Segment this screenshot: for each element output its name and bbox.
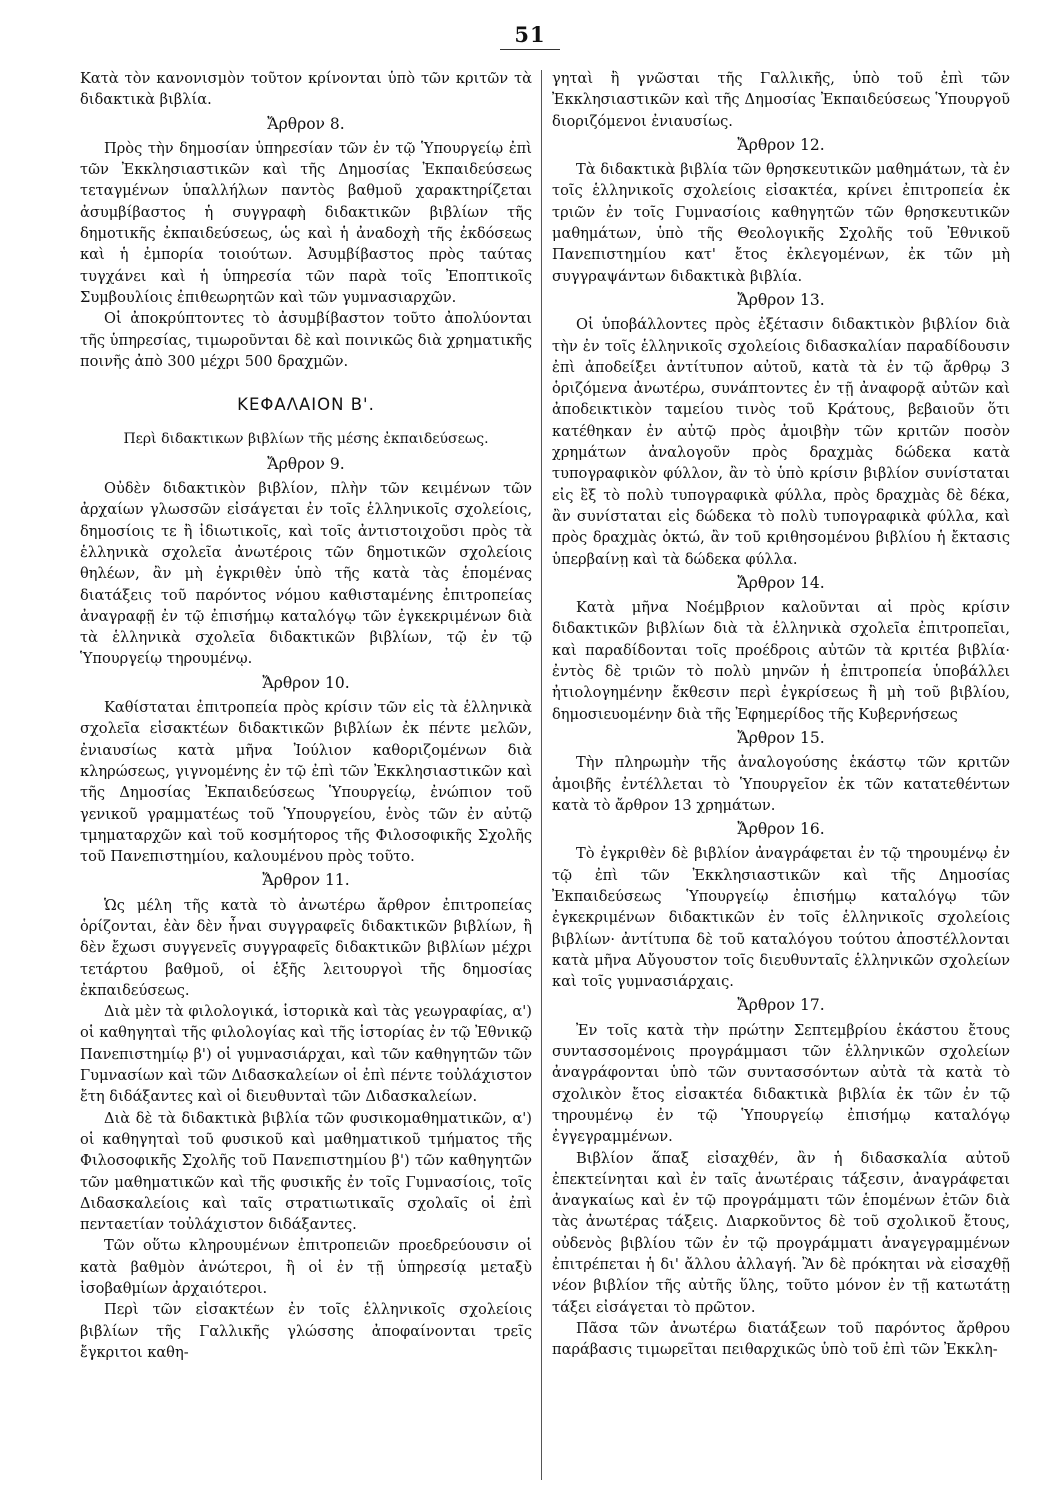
paragraph: Διὰ μὲν τὰ φιλολογικά, ἱστορικὰ καὶ τὰς γεωγραφίας, α') οἱ καθηγηταὶ τῆς φιλολογίας καὶ τῆς ἱστορίας ἐν τῷ Ἐθνικῷ Πανεπιστημίῳ β') οἱ γυμνασιάρχαι, καὶ τῶν καθηγητῶν τῶν Γυμνασίων καὶ τῶν Διδασκαλείων οἱ ἐπὶ πέντε τοὐλάχιστον ἔτη διδάξαντες καὶ οἱ διευθυνταὶ τῶν Διδασκαλείων. — [80, 1003, 532, 1106]
left-column — [80, 68, 532, 1488]
paragraph: Τὸ ἐγκριθὲν δὲ βιβλίον ἀναγράφεται ἐν τῷ τηρουμένῳ ἐν τῷ ἐπὶ τῶν Ἐκκλησιαστικῶν καὶ τῆς Δημοσίας Ἐκπαιδεύσεως Ὑπουργείῳ ἐπισήμῳ καταλόγῳ τῶν ἐγκεκριμένων διδακτικῶν ἐν τοῖς ἑλληνικοῖς σχολείοις βιβλίων· ἀντίτυπα δὲ τοῦ καταλόγου τούτου ἀποστέλλονται κατὰ μῆνα Αὔγουστον τοῖς διευθυνταῖς ἑλληνικῶν σχολείων καὶ τοῖς γυμνασιάρχαις. — [552, 845, 1010, 991]
paragraph: γηταὶ ἢ γνῶσται τῆς Γαλλικῆς, ὑπὸ τοῦ ἐπὶ τῶν Ἐκκλησιαστικῶν καὶ τῆς Δημοσίας Ἐκπαιδεύσεως Ὑπουργοῦ διοριζόμενοι ἐνιαυσίως. — [552, 70, 1010, 130]
paragraph: Βιβλίον ἅπαξ εἰσαχθέν, ἂν ἡ διδασκαλία αὐτοῦ ἐπεκτείνηται καὶ ἐν ταῖς ἀνωτέραις τάξεσιν, ἀναγράφεται ἀναγκαίως καὶ ἐν τῷ προγράμματι τῶν ἑπομένων ἐτῶν διὰ τὰς ἀνωτέρας τάξεις. Διαρκοῦντος δὲ τοῦ σχολικοῦ ἔτους, οὐδενὸς βιβλίου τῶν ἐν τῷ προγράμματι ἀναγεγραμμένων ἐπιτρέπεται ἡ δι' ἄλλου ἀλλαγή. Ἂν δὲ πρόκηται νὰ εἰσαχθῇ νέον βιβλίον τῆς αὐτῆς ὕλης, τοῦτο μόνον ἐν τῇ κατωτάτῃ τάξει εἰσάγεται τὸ πρῶτον. — [552, 1149, 1010, 1316]
page-number: 51 — [0, 22, 1060, 50]
paragraph: Τῶν οὕτω κληρουμένων ἐπιτροπειῶν προεδρεύουσιν οἱ κατὰ βαθμὸν ἀνώτεροι, ἢ οἱ ἐν τῇ ὑπηρεσίᾳ μεταξὺ ἰσοβαθμίων ἀρχαιότεροι. — [80, 1237, 532, 1298]
right-column — [552, 68, 1010, 1488]
paragraph: Κατὰ μῆνα Νοέμβριον καλοῦνται αἱ πρὸς κρίσιν διδακτικῶν βιβλίων διὰ τὰ ἑλληνικὰ σχολεῖα ἐπιτροπεῖαι, καὶ παραδίδονται τοῖς προέδροις αὐτῶν τὰ κριτέα βιβλία· ἐντὸς δὲ τριῶν τὸ πολὺ μηνῶν ἡ ἐπιτροπεία ὑποβάλλει ἠτιολογημένην ἔκθεσιν περὶ ἐγκρίσεως ἢ μὴ τοῦ βιβλίου, δημοσιευομένην διὰ τῆς Ἐφημερίδος τῆς Κυβερνήσεως — [552, 599, 1010, 723]
paragraph: Πᾶσα τῶν ἀνωτέρω διατάξεων τοῦ παρόντος ἄρθρου παράβασις τιμωρεῖται πειθαρχικῶς ὑπὸ τοῦ ἐπὶ τῶν Ἐκκλη- — [552, 1319, 1010, 1359]
article-17-heading: Ἄρθρον 17. — [737, 996, 825, 1015]
article-14-heading: Ἄρθρον 14. — [737, 573, 825, 592]
paragraph: Ἐν τοῖς κατὰ τὴν πρώτην Σεπτεμβρίου ἑκάστου ἔτους συντασσομένοις προγράμμασι τῶν ἑλληνικῶν σχολείων ἀναγράφονται ὑπὸ τῶν συντασσόντων αὐτὰ τὰ κατὰ τὸ σχολικὸν ἔτος εἰσακτέα διδακτικὰ βιβλία ἐκ τῶν ἐν τῷ τηρουμένῳ ἐν τῷ Ὑπουργείῳ ἐπισήμῳ καταλόγῳ ἐγγεγραμμένων. — [552, 1021, 1010, 1146]
article-15-heading: Ἄρθρον 15. — [737, 728, 825, 747]
article-16-heading: Ἄρθρον 16. — [737, 820, 825, 839]
article-12-heading: Ἄρθρον 12. — [737, 135, 825, 154]
paragraph: Τὴν πληρωμὴν τῆς ἀναλογούσης ἑκάστῳ τῶν κριτῶν ἀμοιβῆς ἐντέλλεται τὸ Ὑπουργεῖον ἐκ τῶν κατατεθέντων κατὰ τὸ ἄρθρον 13 χρημάτων. — [552, 754, 1010, 814]
paragraph: Διὰ δὲ τὰ διδακτικὰ βιβλία τῶν φυσικομαθηματικῶν, α') οἱ καθηγηταὶ τοῦ φυσικοῦ καὶ μαθηματικοῦ τμήματος τῆς Φιλοσοφικῆς Σχολῆς τοῦ Πανεπιστημίου β') τῶν καθηγητῶν τῶν μαθηματικῶν καὶ τῆς φυσικῆς ἐν τοῖς Γυμνασίοις, τοῖς Διδασκαλείοις καὶ ταῖς στρατιωτικαῖς σχολαῖς οἱ ἐπὶ πενταετίαν τοὐλάχιστον διδάξαντες. — [80, 1109, 532, 1234]
article-9-heading: Ἄρθρον 9. — [267, 454, 345, 473]
article-10-heading: Ἄρθρον 10. — [262, 673, 350, 692]
article-13-heading: Ἄρθρον 13. — [737, 290, 825, 309]
paragraph: Πρὸς τὴν δημοσίαν ὑπηρεσίαν τῶν ἐν τῷ Ὑπουργείῳ ἐπὶ τῶν Ἐκκλησιαστικῶν καὶ τῆς Δημοσίας Ἐκπαιδεύσεως τεταγμένων ὑπαλλήλων παντὸς βαθμοῦ χαρακτηρίζεται ἀσυμβίβαστος ἡ συγγραφὴ διδακτικῶν βιβλίων τῆς δημοτικῆς ἐκπαιδεύσεως, ὡς καὶ ἡ ἀναδοχὴ τῆς ἐκδόσεως καὶ ἡ ἐμπορία τοιούτων. Ἀσυμβίβαστος πρὸς ταύτας τυγχάνει καὶ ἡ ὑπηρεσία τῶν παρὰ τοῖς Ἐποπτικοῖς Συμβουλίοις ἐπιθεωρητῶν καὶ τῶν γυμνασιαρχῶν. — [80, 139, 532, 306]
paragraph: Οἱ ἀποκρύπτοντες τὸ ἀσυμβίβαστον τοῦτο ἀπολύονται τῆς ὑπηρεσίας, τιμωροῦνται δὲ καὶ ποινικῶς διὰ χρηματικῆς ποινῆς ἀπὸ 300 μέχρι 500 δραχμῶν. — [80, 310, 532, 370]
paragraph: Τὰ διδακτικὰ βιβλία τῶν θρησκευτικῶν μαθημάτων, τὰ ἐν τοῖς ἑλληνικοῖς σχολείοις εἰσακτέα, κρίνει ἐπιτροπεία ἐκ τριῶν ἐν τοῖς Γυμνασίοις καθηγητῶν τῶν θρησκευτικῶν μαθημάτων, ὑπὸ τῆς Θεολογικῆς Σχολῆς τοῦ Ἐθνικοῦ Πανεπιστημίου κατ' ἔτος ἐκλεγομένων, ἐκ τῶν μὴ συγγραψάντων διδακτικὰ βιβλία. — [552, 161, 1010, 285]
column-divider — [541, 70, 542, 1480]
paragraph: Κατὰ τὸν κανονισμὸν τοῦτον κρίνονται ὑπὸ τῶν κριτῶν τὰ διδακτικὰ βιβλία. — [80, 70, 532, 109]
paragraph: Οἱ ὑποβάλλοντες πρὸς ἐξέτασιν διδακτικὸν βιβλίον διὰ τὴν ἐν τοῖς ἑλληνικοῖς σχολείοις διδασκαλίαν παραδίδουσιν ἐπὶ ἀποδείξει ἀντίτυπον αὐτοῦ, κατὰ τὰ ἐν τῷ ἄρθρῳ 3 ὁριζόμενα ἀνωτέρω, συνάπτοντες ἐν τῇ ἀναφορᾷ αὐτῶν καὶ ἀποδεικτικὸν ταμείου τινὸς τοῦ Κράτους, βεβαιοῦν ὅτι κατέθηκαν ἐν αὐτῷ πρὸς ἀμοιβὴν τῶν κριτῶν ποσὸν χρημάτων ἀναλογοῦν πρὸς δραχμὰς δώδεκα κατὰ τυπογραφικὸν φύλλον, ἂν τὸ ὑπὸ κρίσιν βιβλίον συνίσταται εἰς ἓξ τὸ πολὺ τυπογραφικὰ φύλλα, πρὸς δραχμὰς δὲ δέκα, ἂν συνίσταται εἰς δώδεκα τὸ πολὺ τυπογραφικὰ φύλλα, καὶ πρὸς δραχμὰς ὀκτώ, ἂν τοῦ κριθησομένου βιβλίου ἡ ἔκτασις ὑπερβαίνῃ καὶ τὰ δώδεκα φύλλα. — [552, 316, 1010, 568]
article-11-heading: Ἄρθρον 11. — [262, 871, 350, 890]
article-8-heading: Ἄρθρον 8. — [267, 114, 345, 133]
paragraph: Καθίσταται ἐπιτροπεία πρὸς κρίσιν τῶν εἰς τὰ ἑλληνικὰ σχολεῖα εἰσακτέων διδακτικῶν βιβλίων ἐκ πέντε μελῶν, ἐνιαυσίως κατὰ μῆνα Ἰούλιον καθοριζομένων διὰ κληρώσεως, γιγνομένης ἐν τῷ ἐπὶ τῶν Ἐκκλησιαστικῶν καὶ τῆς Δημοσίας Ἐκπαιδεύσεως Ὑπουργείῳ, ἐνώπιον τοῦ γενικοῦ γραμματέως τοῦ Ὑπουργείου, ἑνὸς τῶν ἐν αὐτῷ τμηματαρχῶν καὶ τοῦ κοσμήτορος τῆς Φιλοσοφικῆς Σχολῆς τοῦ Πανεπιστημίου, καλουμένου πρὸς τοῦτο. — [80, 699, 532, 866]
paragraph: Ὡς μέλη τῆς κατὰ τὸ ἀνωτέρω ἄρθρον ἐπιτροπείας ὁρίζονται, ἐὰν δὲν ἦναι συγγραφεῖς διδακτικῶν βιβλίων, ἢ δὲν ἔχωσι συγγενεῖς συγγραφεῖς διδακτικῶν βιβλίων μέχρι τετάρτου βαθμοῦ, οἱ ἑξῆς λειτουργοὶ τῆς δημοσίας ἐκπαιδεύσεως. — [80, 896, 532, 999]
paragraph: Οὐδὲν διδακτικὸν βιβλίον, πλὴν τῶν κειμένων τῶν ἀρχαίων γλωσσῶν εἰσάγεται ἐν τοῖς ἑλληνικοῖς σχολείοις, δημοσίοις τε ἢ ἰδιωτικοῖς, καὶ τοῖς ἀντιστοιχοῦσι πρὸς τὰ ἑλληνικὰ σχολεῖα ἀνωτέροις τῶν δημοτικῶν σχολείοις θηλέων, ἂν μὴ ἐγκριθὲν ὑπὸ τῆς κατὰ τὰς ἑπομένας διατάξεις τοῦ παρόντος νόμου καθισταμένης ἐπιτροπείας ἀναγραφῇ ἐν τῷ ἐπισήμῳ καταλόγῳ τῶν ἐγκεκριμένων διὰ τὰ ἑλληνικὰ σχολεῖα διδακτικῶν βιβλίων, τῷ ἐν τῷ Ὑπουργείῳ τηρουμένῳ. — [80, 480, 532, 668]
paragraph: Περὶ τῶν εἰσακτέων ἐν τοῖς ἑλληνικοῖς σχολείοις βιβλίων τῆς Γαλλικῆς γλώσσης ἀποφαίνονται τρεῖς ἔγκριτοι καθη- — [80, 1301, 532, 1361]
chapter-subtitle: Περὶ διδακτικων βιβλίων τῆς μέσης ἐκπαιδεύσεως. — [123, 431, 489, 448]
chapter-heading: ΚΕΦΑΛΑΙΟΝ Β'. — [237, 395, 375, 415]
